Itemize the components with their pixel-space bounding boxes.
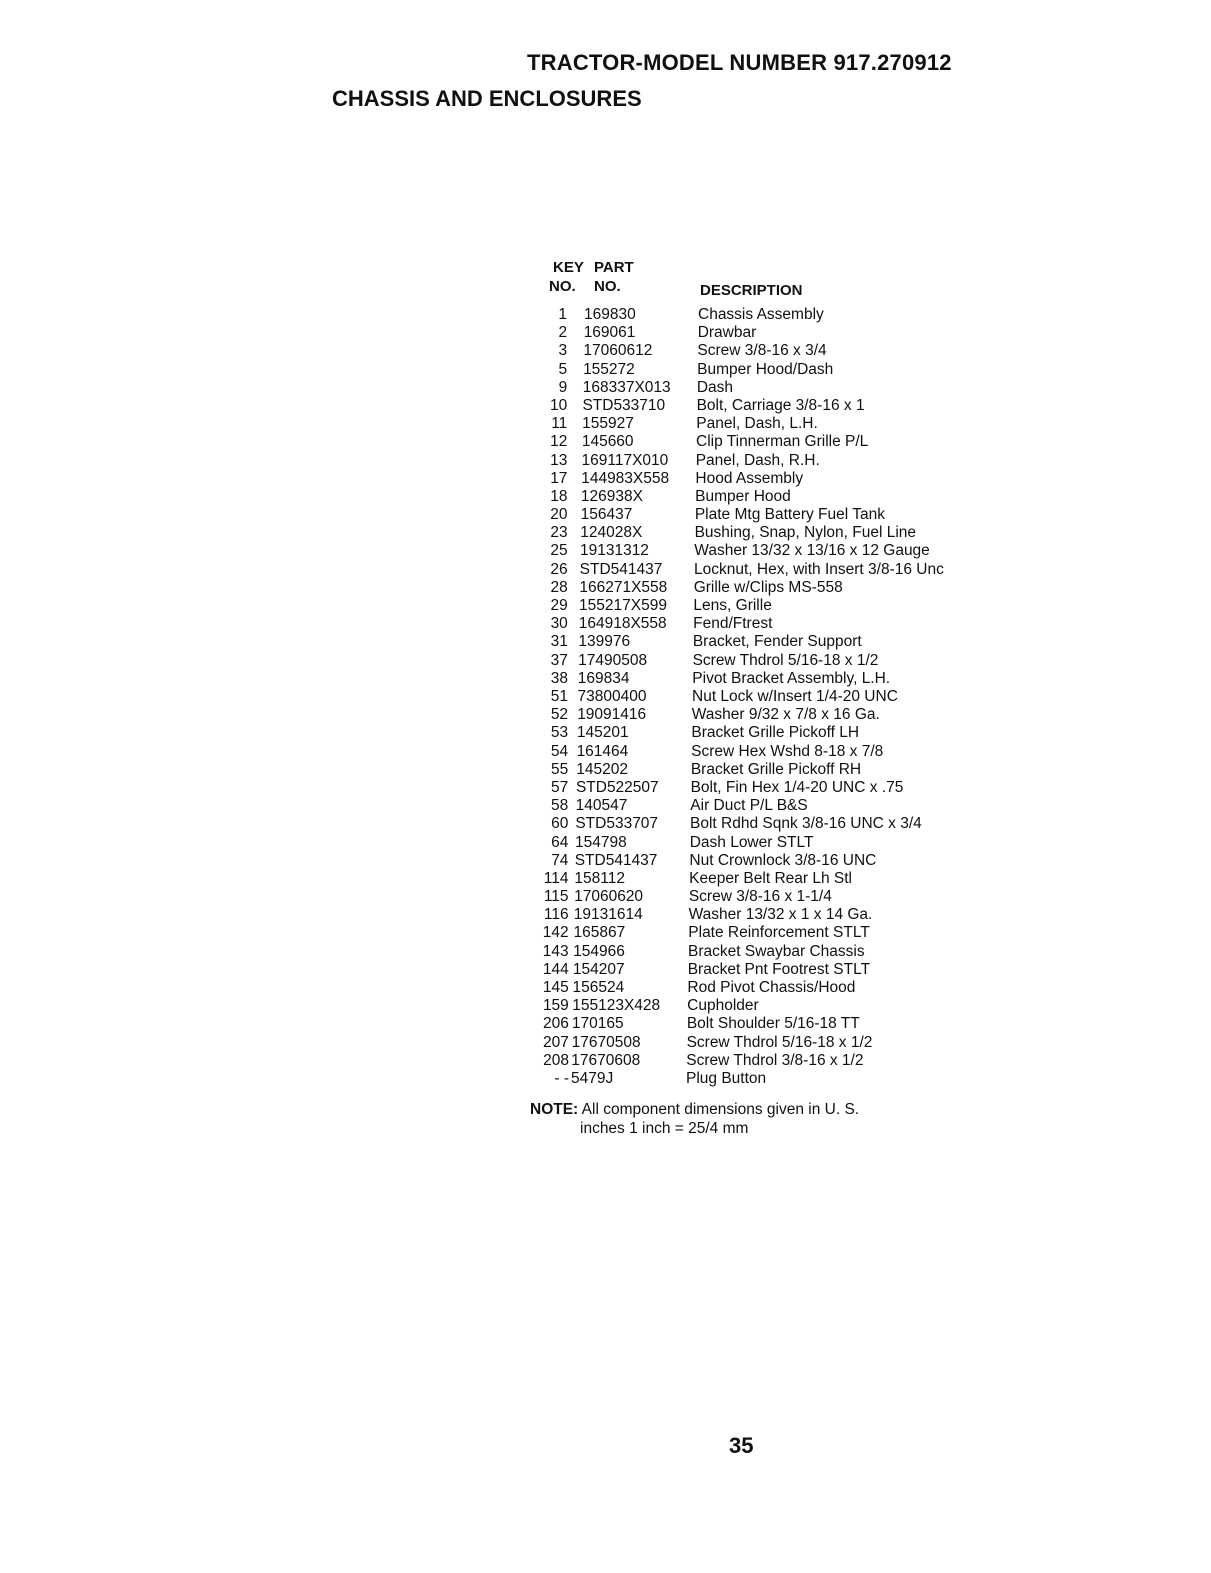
part-number: 168337X013 — [582, 378, 671, 396]
part-description: Nut Lock w/Insert 1/4-20 UNC — [692, 688, 898, 705]
parts-row — [0, 779, 1211, 797]
column-header-part-line2: NO. — [594, 278, 621, 295]
key-number: 37 — [550, 651, 568, 669]
key-number: 58 — [551, 797, 569, 815]
part-number: 73800400 — [577, 688, 647, 705]
parts-row — [0, 1015, 1211, 1033]
part-number: 145201 — [576, 724, 629, 742]
key-number: 26 — [550, 560, 568, 578]
part-description: Bracket Pnt Footrest STLT — [687, 960, 871, 978]
parts-row — [0, 961, 1211, 979]
key-number: 13 — [550, 451, 568, 469]
part-description: Screw Thdrol 3/8-16 x 1/2 — [686, 1051, 864, 1069]
part-description: Panel, Dash, L.H. — [696, 415, 818, 433]
part-number: 19091416 — [577, 706, 647, 724]
part-number: 19131312 — [579, 542, 649, 560]
parts-row — [0, 633, 1211, 651]
parts-row — [0, 943, 1211, 961]
part-description: Air Duct P/L B&S — [690, 797, 808, 815]
part-description: Bracket Swaybar Chassis — [688, 942, 865, 960]
part-number: STD533707 — [575, 815, 659, 833]
part-description: Screw Thdrol 5/16-18 x 1/2 — [686, 1033, 873, 1051]
parts-row — [0, 724, 1211, 742]
parts-row — [0, 979, 1211, 997]
parts-row — [0, 597, 1211, 615]
parts-row — [0, 579, 1211, 597]
parts-row — [0, 870, 1211, 888]
parts-row — [0, 706, 1211, 724]
key-number: 51 — [550, 688, 568, 705]
part-number: 169117X010 — [581, 451, 669, 469]
part-number: 17060612 — [583, 342, 653, 360]
part-number: 140547 — [575, 797, 628, 815]
column-header-key-line2: NO. — [549, 278, 576, 295]
part-description: Grille w/Clips MS-558 — [693, 578, 843, 596]
parts-row — [0, 1070, 1211, 1088]
key-number: 25 — [550, 542, 568, 560]
parts-row — [0, 1034, 1211, 1052]
part-number: 124028X — [580, 524, 643, 542]
part-description: Fend/Ftrest — [693, 615, 773, 633]
part-number: 156524 — [572, 979, 625, 997]
part-description: Screw 3/8-16 x 3/4 — [697, 342, 827, 360]
part-number: 161464 — [576, 742, 629, 760]
parts-row — [0, 834, 1211, 852]
part-description: Bolt Rdhd Sqnk 3/8-16 UNC x 3/4 — [690, 815, 922, 833]
part-description: Rod Pivot Chassis/Hood — [687, 979, 856, 997]
part-description: Screw Thdrol 5/16-18 x 1/2 — [692, 651, 879, 669]
part-description: Nut Crownlock 3/8-16 UNC — [689, 851, 877, 869]
parts-row — [0, 924, 1211, 942]
parts-row — [0, 452, 1211, 470]
part-description: Cupholder — [687, 997, 759, 1015]
parts-row — [0, 906, 1211, 924]
section-title: CHASSIS AND ENCLOSURES — [332, 86, 642, 111]
parts-row — [0, 488, 1211, 506]
part-number: 155927 — [582, 415, 634, 433]
parts-row — [0, 342, 1211, 360]
part-description: Bolt, Fin Hex 1/4-20 UNC x .75 — [690, 778, 904, 796]
parts-row — [0, 761, 1211, 779]
parts-row — [0, 415, 1211, 433]
key-number: 5 — [558, 360, 568, 378]
key-number: 114 — [543, 869, 569, 887]
key-number: 52 — [550, 706, 569, 724]
key-number: 18 — [550, 487, 568, 505]
part-number: 17670508 — [571, 1033, 641, 1051]
parts-row — [0, 743, 1211, 761]
part-number: 169834 — [577, 669, 630, 687]
part-number: 166271X558 — [579, 578, 668, 596]
part-number: 17060620 — [574, 888, 644, 906]
parts-row — [0, 433, 1211, 451]
part-number: 154207 — [572, 960, 625, 978]
part-number: 145202 — [576, 760, 628, 778]
part-description: Locknut, Hex, with Insert 3/8-16 Unc — [694, 560, 944, 578]
note-text-line1: All component dimensions given in U. S. — [581, 1101, 860, 1118]
column-header-key-line1: KEY — [553, 259, 584, 276]
page-number: 35 — [729, 1433, 754, 1458]
key-number: 23 — [550, 524, 568, 542]
parts-row — [0, 997, 1211, 1015]
parts-row — [0, 797, 1211, 815]
note — [530, 1101, 859, 1119]
part-description: Plate Reinforcement STLT — [688, 924, 870, 942]
part-number: 165867 — [573, 924, 626, 942]
column-header-part-line1: PART — [594, 259, 634, 276]
note-text-line2: inches 1 inch = 25/4 mm — [580, 1120, 749, 1137]
part-number: 158112 — [574, 869, 625, 887]
part-number: 126938X — [580, 487, 643, 505]
key-number: 74 — [551, 851, 569, 869]
key-number: 145 — [542, 979, 569, 997]
key-number: 57 — [551, 778, 569, 796]
part-number: 19131614 — [573, 906, 643, 924]
page-title: TRACTOR-MODEL NUMBER 917.270912 — [527, 50, 952, 75]
key-number: 64 — [551, 833, 569, 851]
key-number: 28 — [550, 578, 568, 596]
part-description: Panel, Dash, R.H. — [695, 451, 820, 469]
parts-row — [0, 888, 1211, 906]
key-number: 159 — [542, 997, 569, 1015]
key-number: 53 — [550, 724, 569, 742]
key-number: 10 — [550, 396, 568, 414]
part-number: 17670608 — [571, 1051, 641, 1069]
key-number: 208 — [543, 1051, 569, 1069]
part-description: Chassis Assembly — [698, 306, 824, 323]
part-description: Bolt, Carriage 3/8-16 x 1 — [696, 396, 865, 414]
key-number: 29 — [550, 597, 568, 615]
part-description: Bolt Shoulder 5/16-18 TT — [686, 1015, 860, 1033]
part-description: Plate Mtg Battery Fuel Tank — [694, 506, 885, 524]
part-description: Dash Lower STLT — [689, 833, 814, 851]
key-number: - - — [554, 1070, 569, 1087]
part-number: STD541437 — [574, 851, 658, 869]
key-number: 30 — [550, 615, 568, 633]
parts-row — [0, 470, 1211, 488]
column-header-description: DESCRIPTION — [700, 282, 803, 299]
part-description: Bumper Hood/Dash — [697, 360, 834, 378]
part-number: 155217X599 — [579, 597, 667, 615]
part-description: Bracket Grille Pickoff LH — [691, 724, 860, 742]
part-number: 156437 — [580, 506, 633, 524]
key-number: 3 — [558, 342, 568, 360]
parts-row — [0, 524, 1211, 542]
parts-row — [0, 670, 1211, 688]
key-number: 20 — [550, 506, 568, 524]
part-number: 170165 — [571, 1015, 624, 1033]
key-number: 207 — [543, 1033, 569, 1051]
part-description: Drawbar — [697, 324, 757, 342]
part-number: STD522507 — [575, 778, 659, 796]
key-number: 116 — [543, 906, 569, 924]
key-number: 115 — [543, 888, 569, 906]
key-number: 1 — [558, 306, 567, 323]
parts-row — [0, 852, 1211, 870]
key-number: 206 — [542, 1015, 569, 1033]
key-number: 144 — [542, 960, 569, 978]
parts-row — [0, 397, 1211, 415]
part-number: STD541437 — [579, 560, 663, 578]
part-description: Washer 13/32 x 13/16 x 12 Gauge — [694, 542, 930, 560]
part-number: 154798 — [575, 833, 627, 851]
part-description: Clip Tinnerman Grille P/L — [696, 433, 869, 451]
key-number: 142 — [542, 924, 569, 942]
part-number: 145660 — [581, 433, 634, 451]
key-number: 31 — [550, 633, 568, 651]
part-number: 17490508 — [578, 651, 648, 669]
part-number: 144983X558 — [581, 469, 670, 487]
part-description: Keeper Belt Rear Lh Stl — [689, 869, 852, 887]
key-number: 38 — [550, 669, 568, 687]
key-number: 60 — [551, 815, 569, 833]
part-number: 155272 — [583, 360, 635, 378]
part-description: Lens, Grille — [693, 597, 772, 615]
part-number: 139976 — [578, 633, 631, 651]
parts-row — [0, 542, 1211, 560]
note-label: NOTE: — [530, 1101, 579, 1118]
part-description: Washer 9/32 x 7/8 x 16 Ga. — [691, 706, 880, 724]
parts-row — [0, 688, 1211, 706]
key-number: 55 — [550, 760, 569, 778]
key-number: 54 — [550, 742, 569, 760]
part-description: Washer 13/32 x 1 x 14 Ga. — [688, 906, 873, 924]
parts-row — [0, 1052, 1211, 1070]
parts-row — [0, 324, 1211, 342]
parts-row — [0, 506, 1211, 524]
part-number: 5479J — [571, 1070, 614, 1087]
part-description: Dash — [696, 378, 734, 396]
part-description: Screw Hex Wshd 8-18 x 7/8 — [691, 742, 884, 760]
part-description: Bushing, Snap, Nylon, Fuel Line — [694, 524, 917, 542]
parts-row — [0, 561, 1211, 579]
parts-row — [0, 379, 1211, 397]
key-number: 9 — [558, 378, 568, 396]
key-number: 2 — [558, 324, 568, 342]
key-number: 17 — [550, 469, 568, 487]
part-number: 164918X558 — [578, 615, 667, 633]
key-number: 11 — [551, 415, 568, 433]
part-number: 155123X428 — [572, 997, 661, 1015]
parts-row — [0, 815, 1211, 833]
parts-row — [0, 361, 1211, 379]
part-number: 169830 — [584, 306, 636, 323]
key-number: 12 — [550, 433, 568, 451]
key-number: 143 — [542, 942, 569, 960]
parts-row — [0, 615, 1211, 633]
part-description: Screw 3/8-16 x 1-1/4 — [688, 888, 832, 906]
part-description: Plug Button — [686, 1070, 767, 1087]
part-description: Bracket Grille Pickoff RH — [690, 760, 862, 778]
part-number: STD533710 — [582, 396, 666, 414]
part-description: Pivot Bracket Assembly, L.H. — [692, 669, 891, 687]
parts-row — [0, 652, 1211, 670]
part-description: Bracket, Fender Support — [692, 633, 862, 651]
part-number: 169061 — [583, 324, 636, 342]
part-description: Bumper Hood — [695, 487, 791, 505]
parts-row — [0, 306, 1211, 324]
part-number: 154966 — [573, 942, 625, 960]
part-description: Hood Assembly — [695, 469, 804, 487]
